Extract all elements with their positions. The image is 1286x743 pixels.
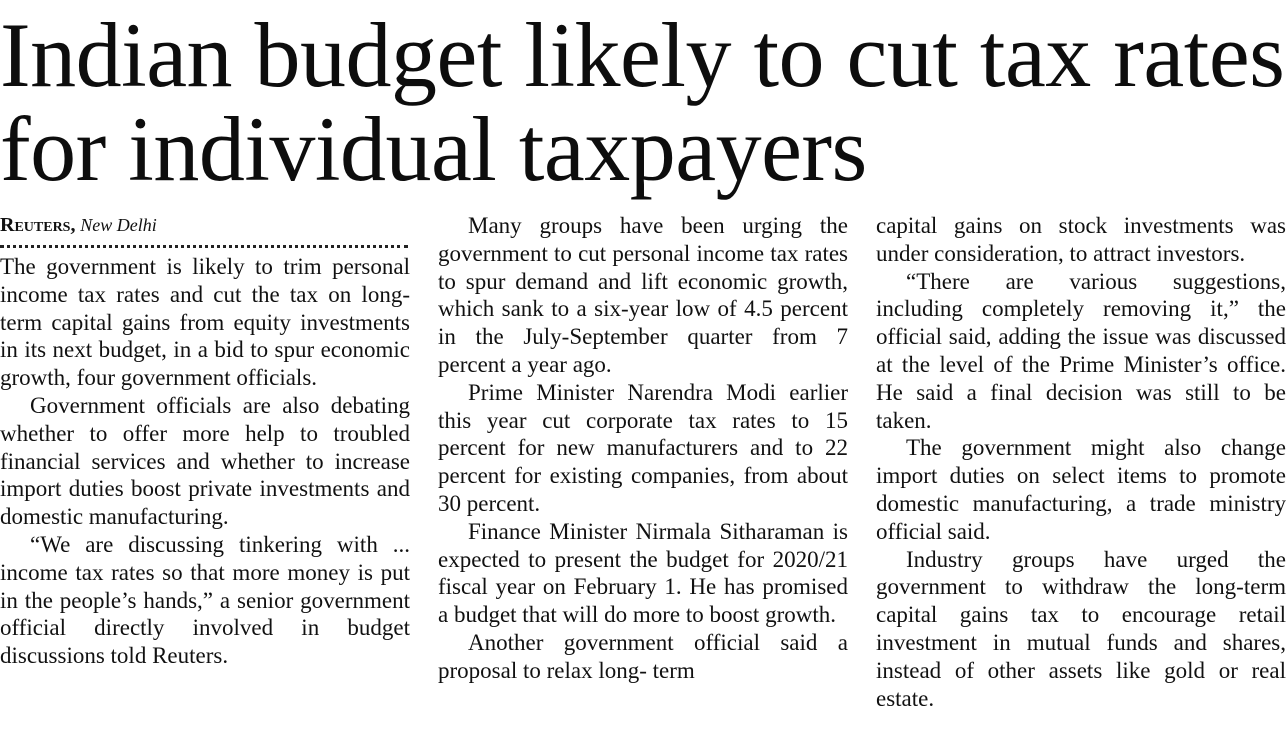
article-column-3 [876, 212, 1286, 712]
paragraph: Finance Minister Nirmala Sitharaman is expected to present the budget for 2020/21 fiscal year on February 1. He has promised a budget that will do more to boost growth. [438, 518, 848, 628]
byline-place: New Delhi [80, 215, 157, 235]
paragraph: Another government official said a proposal to relax long- term [438, 629, 848, 683]
article-column-1 [0, 212, 410, 670]
paragraph: The government might also change import duties on select items to promote domestic manufacturing, a trade ministry official said. [876, 435, 1286, 544]
paragraph: “There are various suggestions, including completely removing it,” the official said, adding the issue was discussed at the level of the Prime Minister’s office. He said a final decision was still to be taken. [876, 268, 1286, 433]
article-column-2 [438, 212, 848, 685]
paragraph: capital gains on stock investments was under consideration, to attract investors. [876, 213, 1286, 266]
paragraph: Prime Minister Narendra Modi earlier this year cut corporate tax rates to 15 percent for new manufacturers and to 22 percent for existing companies, from about 30 percent. [438, 379, 848, 516]
paragraph: Many groups have been urging the government to cut personal income tax rates to spur demand and lift economic growth, which sank to a six-year low of 4.5 percent in the July-September quarter from 7 percent a year ago. [438, 213, 848, 377]
headline: Indian budget likely to cut tax rates for individual taxpayers [0, 4, 1285, 200]
paragraph: “We are discussing tinkering with ... income tax rates so that more money is put in the people’s hands,” a senior government official directly involved in budget discussions told Reuters. [0, 531, 410, 669]
paragraph: Industry groups have urged the government to withdraw the long-term capital gains tax to encourage retail investment in mutual funds and shares, instead of other assets like gold or real estate. [876, 546, 1286, 711]
byline [0, 212, 410, 239]
byline-agency: Reuters, [0, 214, 76, 236]
dotted-divider [0, 245, 408, 248]
paragraph: The government is likely to trim personal income tax rates and cut the tax on long-term capital gains from equity investments in its next budget, in a bid to spur economic growth, four government officials. [0, 254, 410, 391]
paragraph: Government officials are also debating whether to offer more help to troubled financial services and whether to increase import duties boost private investments and domestic manufacturing. [0, 392, 410, 530]
